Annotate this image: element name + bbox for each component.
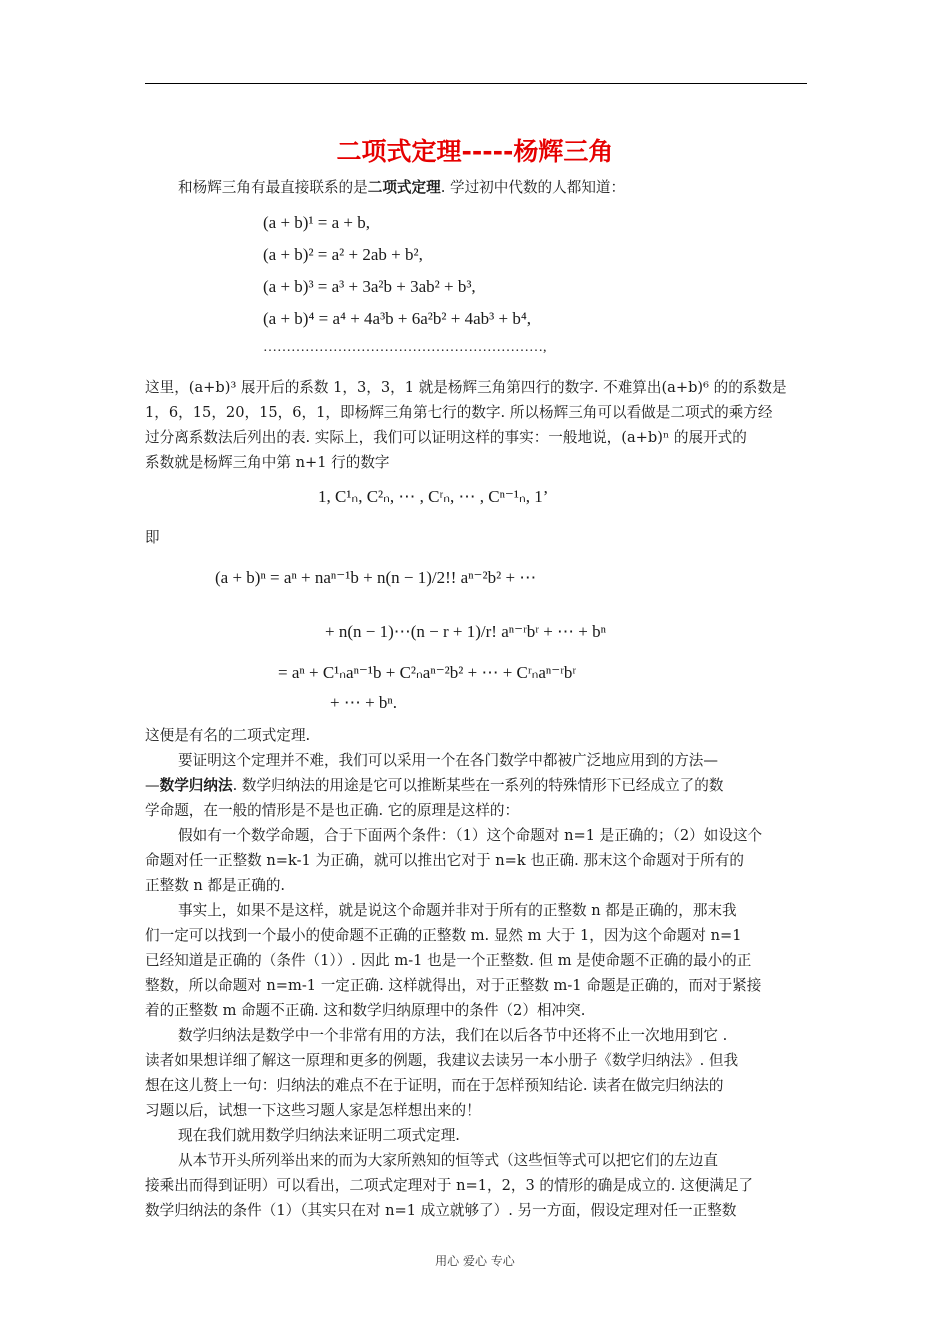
theorem-row-1: (a + b)ⁿ = aⁿ + naⁿ⁻¹b + n(n − 1)/2!! aⁿ⁻²b² + ⋯ — [215, 568, 537, 587]
body-line: 事实上，如果不是这样，就是说这个命题并非对于所有的正整数 n 都是正确的，那末我 — [178, 902, 737, 919]
body-line: 1，6，15，20，15，6，1，即杨辉三角第七行的数字. 所以杨辉三角可以看做是二项式的乘方经 — [145, 404, 773, 421]
body-line: 命题对任一正整数 n=k-1 为正确，就可以推出它对于 n=k 也正确. 那末这个命题对于所有的 — [145, 852, 744, 869]
body-line: 过分离系数法后列出的表. 实际上，我们可以证明这样的事实：一般地说，(a+b)ⁿ 的展开式的 — [145, 429, 747, 446]
header-rule — [145, 83, 807, 84]
page-footer: 用心 爱心 专心 — [435, 1254, 515, 1268]
coefficient-row: 1, C¹ₙ, C²ₙ, ⋯ , Cʳₙ, ⋯ , Cⁿ⁻¹ₙ, 1’ — [318, 487, 549, 506]
body-line: 要证明这个定理并不难，我们可以采用一个在各门数学中都被广泛地应用到的方法— — [178, 752, 718, 769]
theorem-row-2: + n(n − 1)⋯(n − r + 1)/r! aⁿ⁻ʳbʳ + ⋯ + bⁿ — [325, 622, 606, 641]
equation-3: (a + b)³ = a³ + 3a²b + 3ab² + b³, — [263, 277, 476, 296]
body-line: 读者如果想详细了解这一原理和更多的例题，我建议去读另一本小册子《数学归纳法》. 但我 — [145, 1052, 739, 1069]
body-line: 数学归纳法是数学中一个非常有用的方法，我们在以后各节中还将不止一次地用到它 . — [178, 1027, 728, 1044]
body-line: 正整数 n 都是正确的. — [145, 877, 286, 894]
body-line: 假如有一个数学命题，合于下面两个条件：（1）这个命题对 n=1 是正确的；（2）如设这个 — [178, 827, 763, 844]
body-text: . 数学归纳法的用途是它可以推断某些在一系列的特殊情形下已经成立了的数 — [232, 777, 724, 794]
dash-text: — — [145, 777, 160, 794]
body-line: 从本节开头所列举出来的而为大家所熟知的恒等式（这些恒等式可以把它们的左边直 — [178, 1152, 718, 1169]
body-line — [145, 774, 723, 795]
body-line: 习题以后，试想一下这些习题人家是怎样想出来的！ — [145, 1102, 481, 1119]
body-line: 们一定可以找到一个最小的使命题不正确的正整数 m. 显然 m 大于 1，因为这个命题对 n=1 — [145, 927, 742, 944]
body-line: 整数，所以命题对 n=m-1 一定正确. 这样就得出，对于正整数 m-1 命题是正确的，而对于紧接 — [145, 977, 762, 994]
theorem-row-3: = aⁿ + C¹ₙaⁿ⁻¹b + C²ₙaⁿ⁻²b² + ⋯ + Cʳₙaⁿ⁻ʳbʳ — [278, 663, 577, 682]
intro-keyword: 二项式定理 — [367, 179, 441, 196]
body-line: 现在我们就用数学归纳法来证明二项式定理. — [178, 1127, 460, 1144]
body-line: 这里，(a+b)³ 展开后的系数 1，3，3，1 就是杨辉三角第四行的数字. 不难算出(a+b)⁶ 的的系数是 — [145, 379, 787, 396]
body-line: 想在这儿赘上一句：归纳法的难点不在于证明，而在于怎样预知结论. 读者在做完归纳法的 — [145, 1077, 724, 1094]
body-line: 数学归纳法的条件（1）（其实只在对 n=1 成立就够了）. 另一方面，假设定理对任一正整数 — [145, 1202, 737, 1219]
intro-text-c: . 学过初中代数的人都知道： — [440, 179, 626, 196]
ji-label: 即 — [145, 529, 160, 546]
body-line: 系数就是杨辉三角中第 n+1 行的数字 — [145, 454, 390, 471]
intro-text-a: 和杨辉三角有最直接联系的是 — [178, 179, 368, 196]
body-line: 已经知道是正确的（条件（1））. 因此 m-1 也是一个正整数. 但 m 是使命题不正确的最小的正 — [145, 952, 752, 969]
body-line: 着的正整数 m 命题不正确. 这和数学归纳原理中的条件（2）相冲突. — [145, 1002, 586, 1019]
equation-2: (a + b)² = a² + 2ab + b², — [263, 245, 423, 264]
equation-4: (a + b)⁴ = a⁴ + 4a³b + 6a²b² + 4ab³ + b⁴, — [263, 309, 531, 328]
intro-paragraph — [178, 176, 625, 197]
body-line: 接乘出而得到证明）可以看出，二项式定理对于 n=1，2，3 的情形的确是成立的. 这便满足了 — [145, 1177, 754, 1194]
page-title: 二项式定理-----杨辉三角 — [336, 137, 614, 166]
body-line: 这便是有名的二项式定理. — [145, 727, 311, 744]
body-line: 学命题，在一般的情形是不是也正确. 它的原理是这样的： — [145, 802, 520, 819]
equation-1: (a + b)¹ = a + b, — [263, 213, 371, 232]
induction-keyword: 数学归纳法 — [159, 777, 233, 794]
theorem-row-4: + ⋯ + bⁿ. — [330, 693, 398, 712]
equation-ellipsis: ……………………………………………………, — [263, 340, 547, 355]
